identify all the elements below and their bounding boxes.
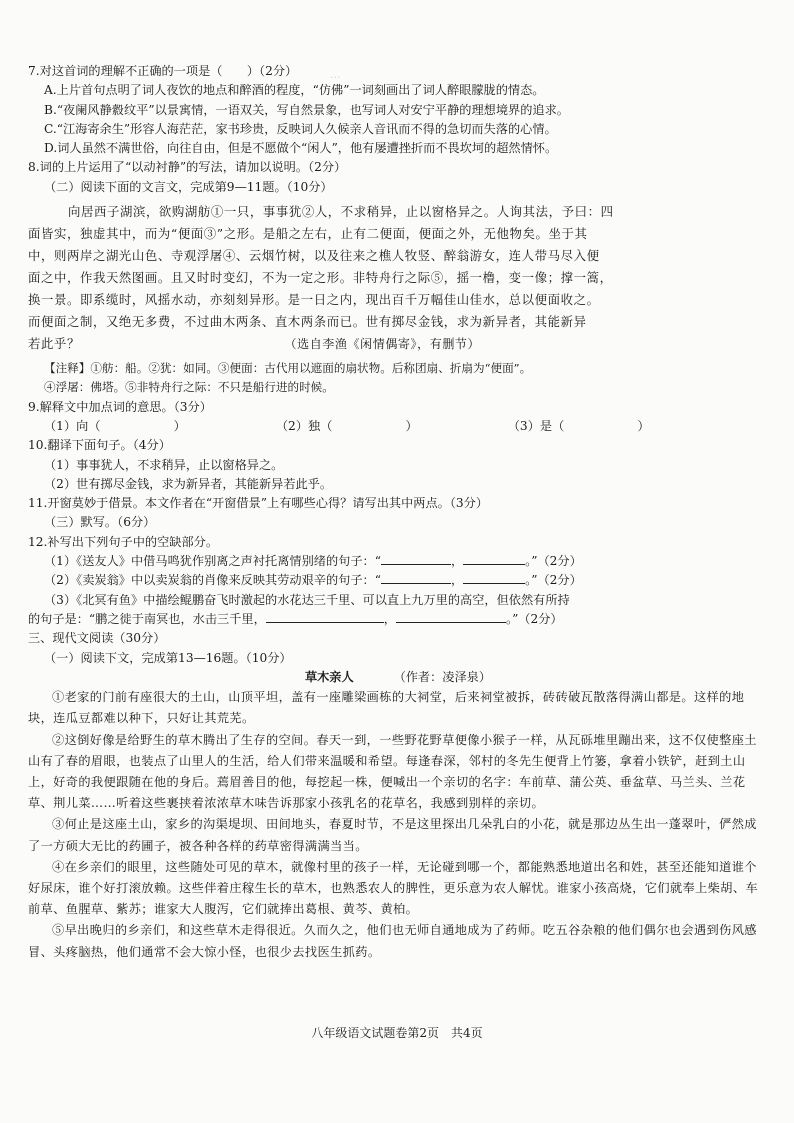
- essay-title: 草木亲人: [304, 669, 354, 684]
- q12-item-3-cont: [28, 610, 768, 629]
- q12-stem: 12.补写出下列句子中的空缺部分。: [28, 534, 219, 549]
- passage-line: 中，则两岸之湖光山色、寺观浮屠④、云烟竹树，以及往来之樵人牧竖、醉翁游女，连人带马尽入便: [28, 248, 600, 264]
- q9-stem: 9.解释文中加点词的意思。（3分）: [28, 399, 212, 414]
- essay-paragraph: ②这倒好像是给野生的草木腾出了生存的空间。春天一到，一些野花野草便像小猴子一样，从瓦砾堆里蹦出来，这不仅使整座土山有了春的眉眼，也装点了山里人的生活，给人们带来温暖和希望。每逢春深，邻村的冬先生便背上竹篓，拿着小铁铲，赶到土山上，好奇的我便跟随在他的身后。蔫眉善目的他，每挖起一株，便喊出一个亲切的名字：车前草、蒲公英、垂盆草、马兰头、兰花草、荆儿菜……听着这些裹挟着浓浓草木味告诉那家小孩乳名的花草名，我感到别样的亲切。: [28, 732, 757, 811]
- q12-item-2-comma: ，: [450, 573, 464, 588]
- section2-heading: （二）阅读下面的文言文，完成第9—11题。（10分）: [44, 179, 333, 194]
- passage-line: 若此乎？: [28, 336, 80, 352]
- q12-item-1: [28, 552, 768, 571]
- passage-line: 向居西子湖滨，欲购湖舫①一只，事事犹②人，不求稍异，止以窗格异之。人询其法，予曰：四: [68, 204, 614, 220]
- q12-item-2: [28, 571, 768, 590]
- q7-option-a: A.上片首句点明了词人夜饮的地点和醉酒的程度，“仿佛”一词刻画出了词人醉眼朦胧的情态。: [44, 83, 545, 98]
- q9-item-1[interactable]: （1）向（ ）: [44, 418, 186, 433]
- answer-blank[interactable]: [463, 552, 525, 565]
- q7-stem: 7.对这首词的理解不正确的一项是（ ）（2分）: [28, 64, 298, 78]
- answer-blank[interactable]: [381, 571, 451, 584]
- passage-note-1: 【注释】①舫：船。②犹：如同。③便面：古代用以遮面的扇状物。后称团扇、折扇为“便面”。: [44, 361, 532, 376]
- q12-item-2-text: （2）《卖炭翁》中以卖炭翁的肖像来反映其劳动艰辛的句子：“: [44, 573, 381, 588]
- answer-blank[interactable]: [266, 610, 384, 623]
- page-footer: 八年级语文试题卷第2页 共4页: [311, 1026, 483, 1040]
- q12-item-3-end: 。”（2分）: [505, 611, 563, 626]
- section3-heading: （三）默写。（6分）: [44, 515, 156, 530]
- answer-blank[interactable]: [463, 571, 525, 584]
- essay-body: [28, 687, 768, 963]
- q12-item-3: （3）《北冥有鱼》中描绘鲲鹏奋飞时激起的水花达三千里、可以直上九万里的高空，但依然有所持: [44, 592, 570, 607]
- passage-source: （选自李渔《闲情偶寄》，有删节）: [284, 337, 481, 352]
- q10-stem: 10.翻译下面句子。（4分）: [28, 438, 171, 453]
- q12-item-1-comma: ，: [450, 554, 464, 569]
- answer-blank[interactable]: [396, 610, 506, 623]
- passage-line: 面皆实，独虚其中，而为“便面③”之形。是船之左右，止有二便面，便面之外，无他物矣。坐于其: [28, 226, 588, 242]
- answer-blank[interactable]: [381, 552, 451, 565]
- q12-item-1-end: 。”（2分）: [525, 554, 582, 569]
- essay-paragraph: ③何止是这座土山，家乡的沟渠堤坝、田间地头，春夏时节，不是这里探出几朵乳白的小花，就是那边丛生出一蓬翠叶，俨然成了一方硕大无比的药圃子，被各种各样的药草密得满满当当。: [28, 817, 757, 853]
- passage-line: 而便面之制，又绝无多费，不过曲木两条、直木两条而已。世有掷尽金钱，求为新异者，其能新异: [28, 314, 587, 330]
- q7-option-c: C.“江海寄余生”形容人海茫茫，家书珍贵，反映词人久候亲人音讯而不得的急切而失落的心情。: [44, 121, 557, 136]
- passage-line: 面之中，作我天然图画。且又时时变幻，不为一定之形。非特舟行之际⑤，摇一橹，变一像；撑一篙，: [28, 270, 613, 286]
- q12-item-3-text: 的句子是：“鹏之徙于南冥也，水击三千里，: [28, 611, 266, 626]
- essay-author: （作者：凌泽泉）: [393, 669, 492, 684]
- q12-item-3-comma: ，: [383, 611, 396, 626]
- q9-item-3[interactable]: （3）是（ ）: [507, 418, 650, 433]
- bleed-through-text: ...: [330, 68, 341, 81]
- passage-note-2: ④浮屠：佛塔。⑤非特舟行之际：不只是船行进的时候。: [44, 380, 334, 395]
- part3-heading: 三、现代文阅读（30分）: [28, 631, 166, 646]
- q9-item-2[interactable]: （2）独（ ）: [275, 418, 418, 433]
- q8-stem: 8.词的上片运用了“以动衬静”的写法，请加以说明。（2分）: [28, 160, 347, 175]
- page-content: [28, 62, 768, 963]
- q12-item-2-end: 。”（2分）: [525, 573, 582, 588]
- q12-item-1-text: （1）《送友人》中借马鸣犹作别离之声衬托离情别绪的句子：“: [44, 554, 381, 569]
- essay-title-row: [28, 668, 768, 687]
- q10-sentence-1: （1）事事犹人，不求稍异，止以窗格异之。: [44, 457, 284, 472]
- q10-sentence-2: （2）世有掷尽金钱，求为新异者，其能新异若此乎。: [44, 476, 333, 491]
- part3-subheading: （一）阅读下文，完成第13—16题。（10分）: [44, 650, 292, 665]
- q9-items: [28, 417, 768, 436]
- q11-stem: 11.开窗莫妙于借景。本文作者在“开窗借景”上有哪些心得？请写出其中两点。（3分）: [28, 496, 489, 511]
- passage-line-last: [28, 333, 768, 355]
- essay-paragraph: ④在乡亲们的眼里，这些随处可见的草木，就像村里的孩子一样，无论碰到哪一个，都能熟悉地道出名和姓，甚至还能知道谁个好尿床，谁个好打滚放赖。这些伴着庄稼生长的草木，也熟悉农人的脾性，更乐意为农人解忧。谁家小孩高烧，它们就奉上柴胡、车前草、鱼腥草、紫苏；谁家大人腹泻，它们就捧出葛根、黄芩、黄柏。: [28, 859, 759, 917]
- q7-option-b: B.“夜阑风静縠纹平”以景寓情，一语双关，写自然景象，也写词人对安宁平静的理想境界的追求。: [44, 102, 569, 117]
- q7-option-d: D.词人虽然不满世俗，向往自由，但是不愿做个“闲人”，他有屡遭挫折而不畏坎坷的超然情怀。: [44, 141, 558, 156]
- essay-paragraph: ⑤早出晚归的乡亲们，和这些草木走得很近。久而久之，他们也无师自通地成为了药师。吃五谷杂粮的他们偶尔也会遇到伤风感冒、头疼脑热，他们通常不会大惊小怪，也很少去找医生抓药。: [28, 923, 757, 959]
- essay-paragraph: ①老家的门前有座很大的土山，山顶平坦，盖有一座雕梁画栋的大祠堂，后来祠堂被拆，砖砖破瓦散落得满山都是。这样的地块，连瓜豆都难以种下，只好让其荒芜。: [28, 690, 745, 726]
- classical-passage: [28, 201, 768, 355]
- passage-line: 换一景。即系缆时，风摇水动，亦刻刻异形。是一日之内，现出百千万幅佳山佳水，总以便面收之。: [28, 292, 600, 308]
